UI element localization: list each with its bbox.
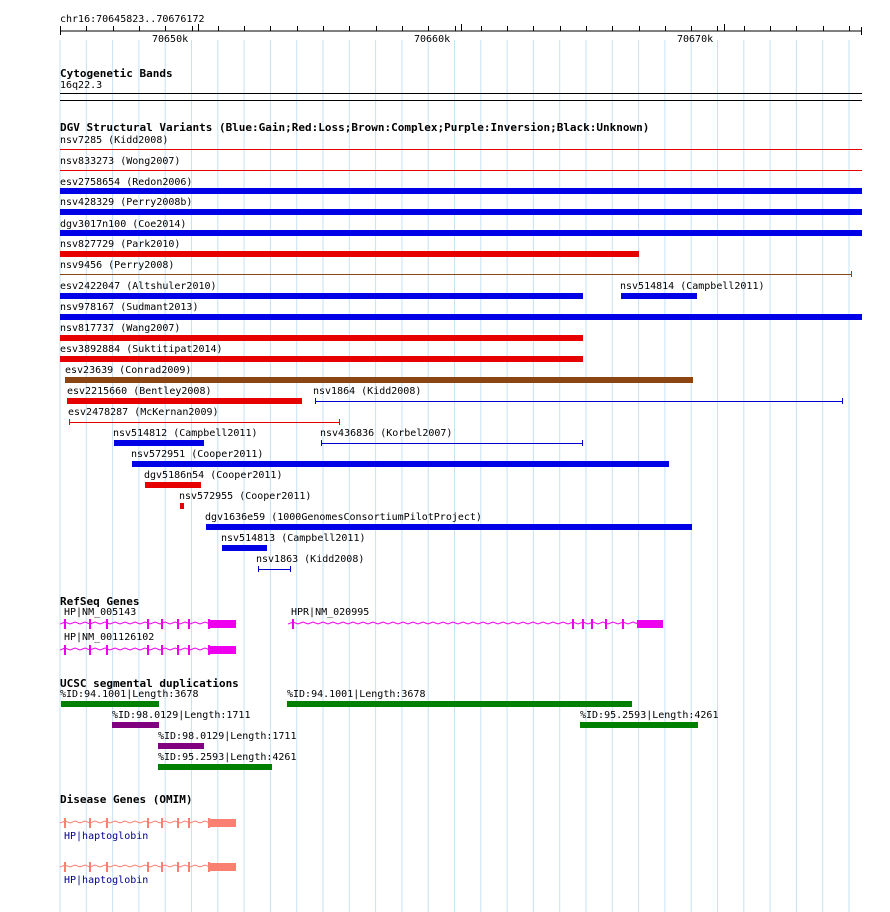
- variant-label[interactable]: nsv514813 (Campbell2011): [221, 533, 366, 544]
- variant-label[interactable]: nsv514812 (Campbell2011): [113, 428, 258, 439]
- variant-label[interactable]: esv2758654 (Redon2006): [60, 177, 193, 188]
- variant-label[interactable]: nsv428329 (Perry2008b): [60, 197, 193, 208]
- variant-end-tick: [321, 440, 322, 446]
- variant-bar[interactable]: [60, 356, 583, 362]
- segdup-bar[interactable]: [287, 701, 632, 707]
- exon-block: [210, 646, 236, 654]
- exon-block: [106, 862, 108, 872]
- exon-block: [177, 619, 179, 629]
- variant-bar[interactable]: [145, 482, 201, 488]
- variant-end-tick: [258, 566, 259, 572]
- variant-label[interactable]: nsv7285 (Kidd2008): [60, 135, 169, 146]
- segdup-label[interactable]: %ID:98.0129|Length:1711: [158, 731, 297, 742]
- variant-bar[interactable]: [222, 545, 267, 551]
- exon-block: [106, 619, 108, 629]
- dgv-track-title[interactable]: DGV Structural Variants (Blue:Gain;Red:Loss;Brown:Complex;Purple:Inversion;Black:Unknown): [60, 121, 650, 134]
- segdup-label[interactable]: %ID:95.2593|Length:4261: [158, 752, 297, 763]
- ruler-tick-label: 70670k: [677, 34, 714, 45]
- gene-model-hpr[interactable]: [288, 617, 668, 631]
- exon-block: [64, 619, 66, 629]
- variant-end-tick: [851, 271, 852, 277]
- variant-bar[interactable]: [180, 503, 184, 509]
- segdup-label[interactable]: %ID:94.1001|Length:3678: [60, 689, 199, 700]
- variant-bar[interactable]: [60, 314, 862, 320]
- exon-block: [208, 619, 210, 629]
- variant-label[interactable]: esv23639 (Conrad2009): [65, 365, 192, 376]
- gene-label[interactable]: HP|NM_005143: [64, 607, 137, 618]
- variant-bar[interactable]: [315, 401, 843, 402]
- gene-label[interactable]: HP|NM_001126102: [64, 632, 155, 643]
- segdup-label[interactable]: %ID:94.1001|Length:3678: [287, 689, 426, 700]
- exon-block: [637, 620, 663, 628]
- segdup-bar[interactable]: [61, 701, 159, 707]
- exon-block: [89, 619, 91, 629]
- variant-bar[interactable]: [321, 443, 583, 444]
- variant-end-tick: [290, 566, 291, 572]
- omim-gene-label[interactable]: HP|haptoglobin: [64, 831, 149, 842]
- exon-block: [582, 619, 584, 629]
- exon-block: [147, 619, 149, 629]
- exon-block: [208, 818, 210, 828]
- exon-block: [64, 645, 66, 655]
- exon-block: [572, 619, 574, 629]
- exon-block: [188, 862, 190, 872]
- segdup-bar[interactable]: [112, 722, 159, 728]
- variant-bar[interactable]: [132, 461, 669, 467]
- gene-label[interactable]: HPR|NM_020995: [291, 607, 370, 618]
- variant-bar[interactable]: [114, 440, 204, 446]
- variant-end-tick: [339, 419, 340, 425]
- variant-end-tick: [582, 440, 583, 446]
- variant-label[interactable]: esv2422047 (Altshuler2010): [60, 281, 217, 292]
- exon-block: [161, 619, 163, 629]
- omim-track-title[interactable]: Disease Genes (OMIM): [60, 793, 193, 806]
- variant-label[interactable]: esv2478287 (McKernan2009): [68, 407, 219, 418]
- exon-block: [147, 818, 149, 828]
- cytoband-track-title[interactable]: Cytogenetic Bands: [60, 67, 173, 80]
- variant-label[interactable]: dgv1636e59 (1000GenomesConsortiumPilotProject): [205, 512, 482, 523]
- cytoband-line[interactable]: [60, 93, 862, 94]
- exon-block: [106, 645, 108, 655]
- variant-bar[interactable]: [69, 422, 340, 423]
- exon-block: [161, 862, 163, 872]
- variant-bar[interactable]: [67, 398, 302, 404]
- omim-gene-model[interactable]: [60, 860, 250, 874]
- variant-bar[interactable]: [60, 274, 852, 275]
- variant-label[interactable]: esv2215660 (Bentley2008): [67, 386, 212, 397]
- variant-bar[interactable]: [65, 377, 693, 383]
- variant-label[interactable]: nsv514814 (Campbell2011): [620, 281, 765, 292]
- segdup-label[interactable]: %ID:95.2593|Length:4261: [580, 710, 719, 721]
- variant-label[interactable]: nsv817737 (Wang2007): [60, 323, 181, 334]
- variant-label[interactable]: nsv1863 (Kidd2008): [256, 554, 365, 565]
- exon-block: [89, 645, 91, 655]
- variant-bar[interactable]: [60, 293, 583, 299]
- ruler-tick-label: 70650k: [152, 34, 189, 45]
- segdup-bar[interactable]: [158, 764, 272, 770]
- variant-bar[interactable]: [258, 569, 291, 570]
- exon-block: [177, 862, 179, 872]
- exon-block: [161, 645, 163, 655]
- exon-block: [147, 862, 149, 872]
- exon-block: [177, 818, 179, 828]
- gene-model-hp[interactable]: [60, 643, 250, 657]
- variant-label[interactable]: nsv9456 (Perry2008): [60, 260, 175, 271]
- variant-bar[interactable]: [206, 524, 692, 530]
- omim-gene-model[interactable]: [60, 816, 250, 830]
- coordinate-ruler[interactable]: [0, 0, 890, 60]
- exon-block: [147, 645, 149, 655]
- segdup-bar[interactable]: [158, 743, 204, 749]
- variant-bar[interactable]: [60, 230, 862, 236]
- variant-label[interactable]: nsv827729 (Park2010): [60, 239, 181, 250]
- variant-bar[interactable]: [60, 170, 862, 171]
- segdup-bar[interactable]: [580, 722, 698, 728]
- ruler-tick-label: 70660k: [414, 34, 451, 45]
- exon-block: [188, 645, 190, 655]
- exon-block: [188, 818, 190, 828]
- variant-bar[interactable]: [621, 293, 697, 299]
- exon-block: [64, 862, 66, 872]
- variant-bar[interactable]: [60, 251, 639, 257]
- exon-block: [64, 818, 66, 828]
- variant-bar[interactable]: [60, 188, 862, 194]
- variant-label[interactable]: nsv572951 (Cooper2011): [131, 449, 264, 460]
- segdup-track-title[interactable]: UCSC segmental duplications: [60, 677, 239, 690]
- variant-label[interactable]: dgv5186n54 (Cooper2011): [144, 470, 283, 481]
- exon-block: [106, 818, 108, 828]
- exon-block: [208, 862, 210, 872]
- cytoband-label: 16q22.3: [60, 80, 103, 91]
- exon-block: [210, 620, 236, 628]
- variant-label[interactable]: nsv1864 (Kidd2008): [313, 386, 422, 397]
- variant-label[interactable]: nsv572955 (Cooper2011): [179, 491, 312, 502]
- exon-block: [210, 863, 236, 871]
- exon-block: [89, 862, 91, 872]
- omim-gene-label[interactable]: HP|haptoglobin: [64, 875, 149, 886]
- variant-bar[interactable]: [60, 149, 862, 150]
- variant-end-tick: [315, 398, 316, 404]
- exon-block: [161, 818, 163, 828]
- variant-bar[interactable]: [60, 335, 583, 341]
- segdup-label[interactable]: %ID:98.0129|Length:1711: [112, 710, 251, 721]
- variant-label[interactable]: dgv3017n100 (Coe2014): [60, 219, 187, 230]
- exon-block: [210, 819, 236, 827]
- intron-line: [288, 622, 658, 624]
- exon-block: [89, 818, 91, 828]
- exon-block: [605, 619, 607, 629]
- variant-end-tick: [842, 398, 843, 404]
- exon-block: [188, 619, 190, 629]
- variant-label[interactable]: nsv978167 (Sudmant2013): [60, 302, 199, 313]
- exon-block: [292, 619, 294, 629]
- cytoband-line[interactable]: [60, 100, 862, 101]
- variant-label[interactable]: esv3892884 (Suktitipat2014): [60, 344, 223, 355]
- exon-block: [208, 645, 210, 655]
- exon-block: [591, 619, 593, 629]
- region-label: chr16:70645823..70676172: [60, 14, 205, 25]
- exon-block: [177, 645, 179, 655]
- refseq-track-title[interactable]: RefSeq Genes: [60, 595, 140, 608]
- variant-label[interactable]: nsv833273 (Wong2007): [60, 156, 181, 167]
- variant-bar[interactable]: [60, 209, 862, 215]
- variant-end-tick: [69, 419, 70, 425]
- gene-model-hp[interactable]: [60, 617, 250, 631]
- variant-label[interactable]: nsv436836 (Korbel2007): [320, 428, 453, 439]
- exon-block: [622, 619, 624, 629]
